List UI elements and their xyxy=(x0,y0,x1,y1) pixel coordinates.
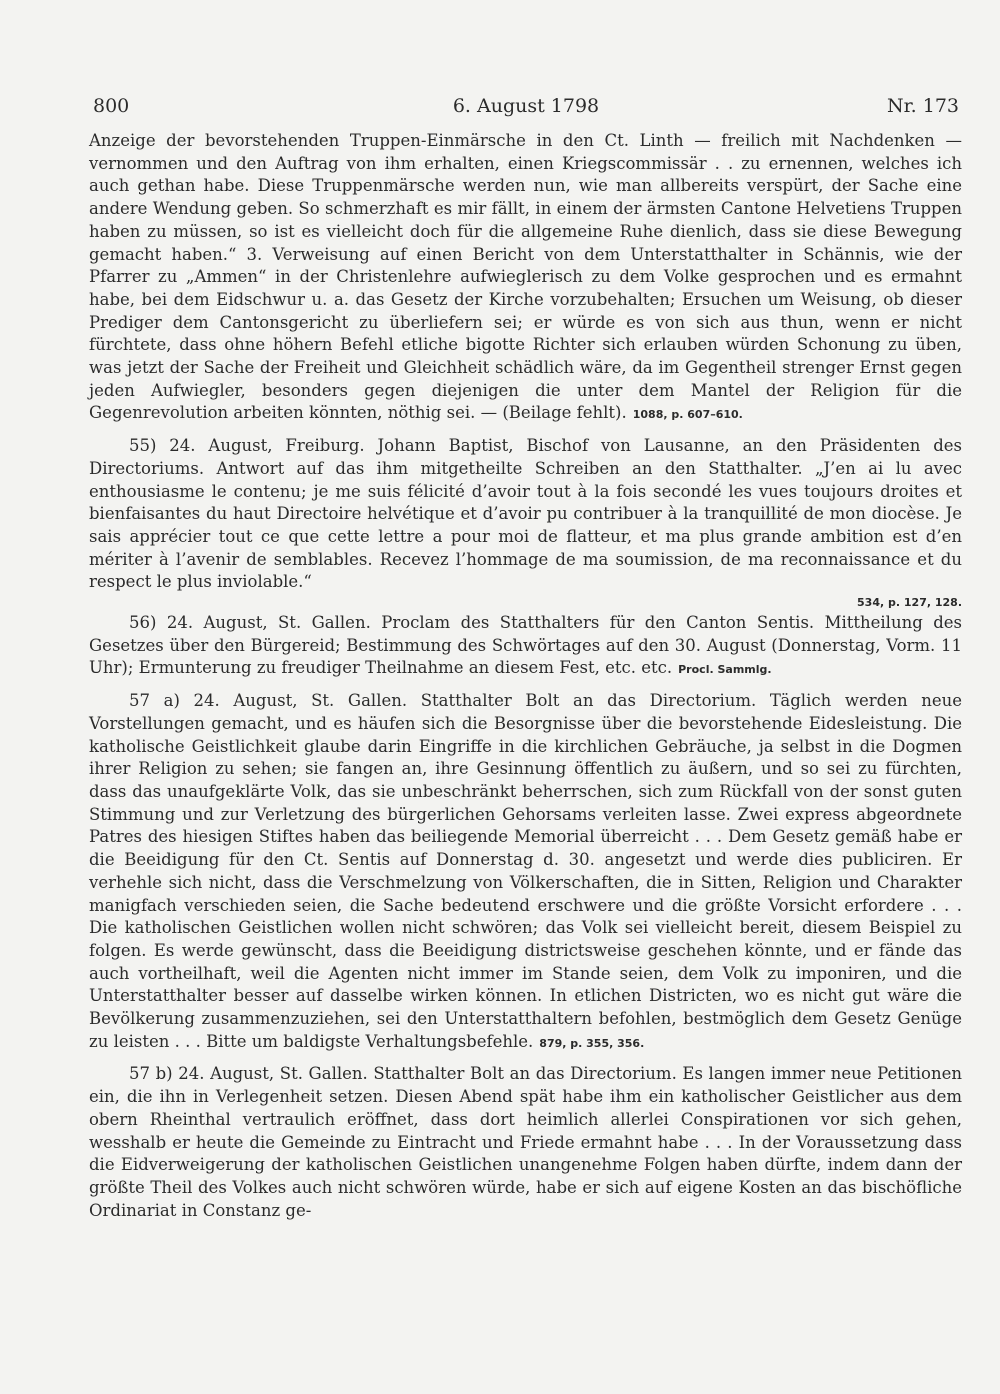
entry-56 xyxy=(89,612,962,682)
entry-55 xyxy=(89,435,962,594)
document-number: Nr. 173 xyxy=(887,95,959,117)
paragraph-text: 57 b) 24. August, St. Gallen. Statthalter Bolt an das Directorium. Es langen immer neue Petitionen ein, die ihn in Verlegenheit setzen. Diesen Abend spät habe ihm ein katholischer Geistlicher aus dem obern Rheinthal vertraulich eröffnet, dass dort heimlich allerlei Conspirationen vor sich gehen, wesshalb er heute die Gemeinde zu Eintracht und Friede ermahnt habe . . . In der Voraussetzung dass die Eidverweigerung der katholischen Geistlichen unangenehme Folgen haben dürfte, indem dann der größte Theil des Volkes auch nicht schwören würde, habe er sich auf eigene Kosten an das bischöfliche Ordinariat in Constanz ge- xyxy=(89,1064,962,1220)
source-reference: 1088, p. 607–610. xyxy=(632,408,743,422)
source-reference: 534, p. 127, 128. xyxy=(857,596,962,610)
paragraph-text: 55) 24. August, Freiburg. Johann Baptist, Bischof von Lausanne, an den Präsidenten des Directoriums. Antwort auf das ihm mitgetheilte Schreiben an den Statthalter. „J’en ai lu avec enthousiasme le contenu; je me suis félicité d’avoir tout à la fois secondé les vues toujours droites et bienfaisantes du haut Directoire helvétique et d’avoir pu contribuer à la tranquillité de mon diocèse. Je sais apprécier tout ce que cette lettre a pour moi de flatteur, et ma plus grande ambition est d’en mériter à l’avenir de semblables. Recevez l’hommage de ma soumission, de ma reconnaissance et du respect le plus inviolable.“ xyxy=(89,436,962,592)
source-reference: Procl. Sammlg. xyxy=(678,663,772,677)
page-number: 800 xyxy=(93,95,130,117)
paragraph-continuation xyxy=(89,130,962,427)
paragraph-text: Anzeige der bevorstehenden Truppen-Einmärsche in den Ct. Linth — freilich mit Nachdenken — vernommen und den Auftrag von ihm erhalten, einen Kriegscommissär . . zu ernennen, welches ich auch gethan habe. Diese Truppenmärsche werden nun, wie man allbereits verspürt, der Sache eine andere Wendung geben. So schmerzhaft es mir fällt, in einem der ärmsten Cantone Helvetiens Truppen haben zu müssen, so ist es vielleicht doch für die allgemeine Ruhe dienlich, dass sie diese Bewegung gemacht haben.“ 3. Verweisung auf einen Bericht von dem Unterstatthalter in Schännis, wie der Pfarrer zu „Ammen“ in der Christenlehre aufwieglerisch zu dem Volke gesprochen und es ermahnt habe, bei dem Eidschwur u. a. das Gesetz der Kirche vorzubehalten; Ersuchen um Weisung, ob dieser Prediger dem Cantonsgericht zu überliefern sei; er würde es von sich aus thun, wenn er nicht fürchtete, dass ohne höhern Befehl etliche bigotte Richter sich erlauben würden Schonung zu üben, was jetzt der Sache der Freiheit und Gleichheit schädlich wäre, da im Gegentheil strenger Ernst gegen jeden Aufwiegler, besonders gegen diejenigen die unter dem Mantel der Religion für die Gegenrevolution arbeiten könnten, nöthig sei. — (Beilage fehlt). xyxy=(89,131,962,423)
paragraph-text: 56) 24. August, St. Gallen. Proclam des Statthalters für den Canton Sentis. Mittheilung des Gesetzes über den Bürgereid; Bestimmung des Schwörtages auf den 30. August (Donnerstag, Vorm. 11 Uhr); Ermunterung zu freudiger Theilnahme an diesem Fest, etc. etc. xyxy=(89,613,962,678)
document-body xyxy=(89,130,962,1222)
entry-57b xyxy=(89,1063,962,1222)
paragraph-text: 57 a) 24. August, St. Gallen. Statthalter Bolt an das Directorium. Täglich werden neue Vorstellungen gemacht, und es häufen sich die Besorgnisse über die bevorstehende Eidesleistung. Die katholische Geistlichkeit glaube darin Eingriffe in die kirchlichen Gebräuche, ja selbst in die Dogmen ihrer Religion zu sehen; sie fangen an, ihre Gesinnung öffentlich zu äußern, und so sei zu fürchten, dass das unaufgeklärte Volk, das sie unbeschränkt beherrschen, sich zum Rückfall von der sonst guten Stimmung und zur Verletzung des bürgerlichen Gehorsams verleiten lasse. Zwei express abgeordnete Patres des hiesigen Stiftes haben das beiliegende Memorial überreicht . . . Dem Gesetz gemäß habe er die Beeidigung für den Ct. Sentis auf Donnerstag d. 30. angesetzt und werde dies publiciren. Er verhehle sich nicht, dass die Verschmelzung von Völkerschaften, die in Sitten, Religion und Charakter manigfach verschieden seien, die Sache bedeutend erschwere und die größte Vorsicht erfordere . . . Die katholischen Geistlichen wollen nicht schwören; das Volk sei vielleicht bereit, diesem Beispiel zu folgen. Es werde gewünscht, dass die Beeidigung districtsweise geschehen könnte, und er fände das auch vortheilhaft, weil die Agenten nicht immer im Stande seien, dem Volk zu imponiren, und die Unterstatthalter besser auf dasselbe wirken können. In etlichen Districten, wo es nicht gut wäre die Bevölkerung zusammenzuziehen, sei den Unterstatthaltern befohlen, bestmöglich dem Gesetz Genüge zu leisten . . . Bitte um baldigste Verhaltungsbefehle. xyxy=(89,691,962,1051)
running-date: 6. August 1798 xyxy=(452,95,600,117)
source-reference: 879, p. 355, 356. xyxy=(539,1036,645,1050)
entry-57a xyxy=(89,690,962,1055)
page-header xyxy=(93,95,959,125)
